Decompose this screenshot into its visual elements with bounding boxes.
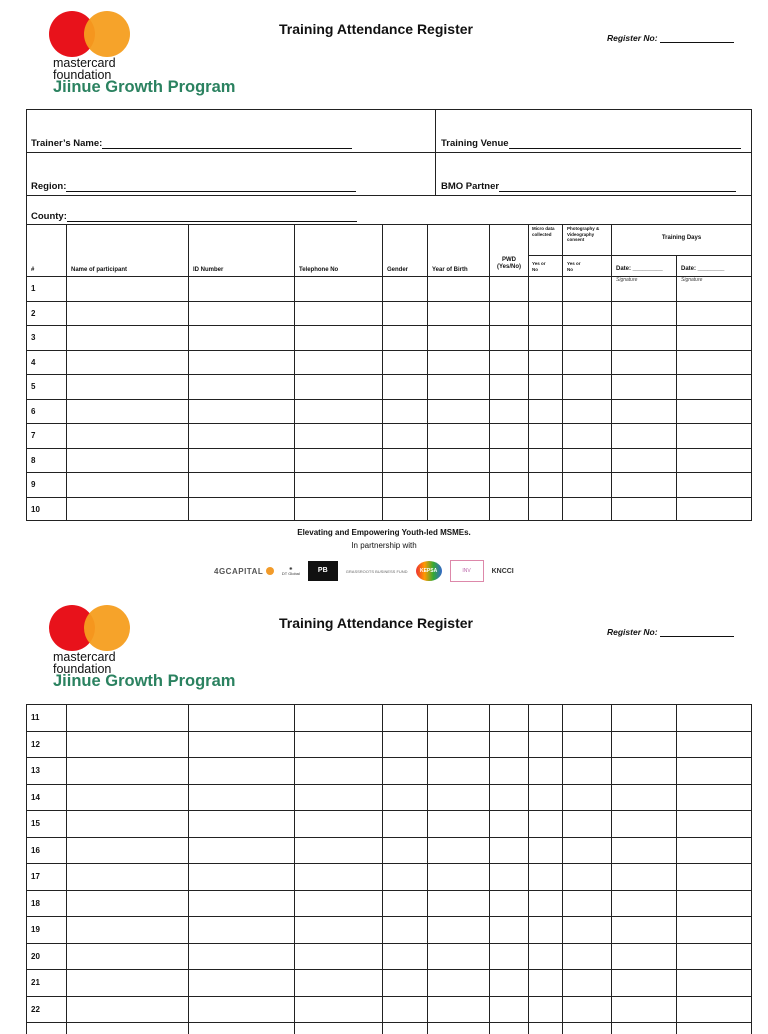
table-row[interactable]: [67, 863, 752, 889]
table-row[interactable]: [67, 943, 752, 969]
county-field[interactable]: [31, 211, 357, 222]
table-row[interactable]: [67, 276, 752, 300]
row-number: 11: [31, 713, 40, 722]
col-yob: Year of Birth: [432, 267, 468, 273]
brand-line2-p2: foundation: [53, 662, 112, 676]
row-number: 3: [31, 333, 36, 342]
table-row[interactable]: [67, 916, 752, 942]
footer-tagline: Elevating and Empowering Youth-led MSMEs.: [297, 528, 471, 537]
brand-line1-p2: mastercard: [53, 650, 116, 664]
register-no-line-p2[interactable]: [660, 627, 734, 637]
table-row[interactable]: [67, 731, 752, 757]
row-number: 4: [31, 357, 36, 367]
row-number: 20: [31, 951, 40, 961]
col-micro-sub: Yes or No: [532, 261, 546, 272]
row-number: 10: [31, 504, 40, 514]
row-number: 12: [31, 739, 40, 749]
program-title-p2: Jiinue Growth Program: [53, 672, 236, 690]
table-row[interactable]: [67, 890, 752, 916]
table-row[interactable]: [67, 996, 752, 1022]
col-training-days: Training Days: [661, 235, 702, 241]
footer-partnership: In partnership with: [351, 541, 417, 550]
row-number: 14: [31, 792, 40, 802]
col-photo-sub: Yes or No: [567, 261, 581, 272]
table-row[interactable]: [67, 810, 752, 836]
bmo-partner-label: BMO Partner: [441, 181, 500, 192]
register-no-label-p2: Register No:: [607, 627, 658, 637]
bmo-partner-field[interactable]: [441, 181, 736, 192]
register-no-p2: [607, 627, 734, 637]
row-number: 16: [31, 845, 40, 855]
partner-dtglobal: ✺ DT Global: [281, 566, 300, 576]
col-id: ID Number: [193, 267, 224, 273]
region-label: Region:: [31, 181, 67, 192]
logo-yellow-circle-p2: [84, 605, 130, 651]
row-divider: [26, 1022, 752, 1023]
trainer-name-label: Trainer’s Name:: [31, 138, 103, 149]
col-date1[interactable]: Date: _________: [616, 266, 663, 272]
table-row[interactable]: [67, 399, 752, 423]
table-row[interactable]: [67, 325, 752, 349]
training-venue-label: Training Venue: [441, 138, 509, 149]
row-number: 5: [31, 382, 36, 391]
register-no-line[interactable]: [660, 33, 734, 43]
col-phone: Telephone No: [299, 267, 339, 273]
program-title: Jiinue Growth Program: [53, 78, 236, 96]
signature-label-1: Signature: [616, 277, 638, 283]
register-no: [607, 33, 734, 43]
table-row[interactable]: [67, 704, 752, 730]
row-number: 21: [31, 978, 40, 987]
document-title: Training Attendance Register: [279, 21, 473, 37]
row-number: 8: [31, 455, 36, 465]
table-row[interactable]: [67, 784, 752, 810]
mastercard-logo: [49, 11, 144, 59]
table-row[interactable]: [67, 837, 752, 863]
col-photo: Photography & Videography consent: [567, 226, 600, 242]
table-row[interactable]: [67, 374, 752, 398]
document-title-p2: Training Attendance Register: [279, 615, 473, 631]
table-row[interactable]: [67, 472, 752, 496]
partner-kepsa: KEPSA: [416, 561, 442, 581]
col-name: Name of participant: [71, 267, 128, 273]
table-row[interactable]: [67, 757, 752, 783]
row-number: 13: [31, 766, 40, 775]
partner-logos: [214, 560, 514, 582]
brand-line1: mastercard: [53, 56, 116, 70]
row-number: 7: [31, 431, 36, 440]
col-num: #: [31, 267, 35, 273]
col-date2[interactable]: Date: ________: [681, 266, 725, 272]
table-row[interactable]: [67, 423, 752, 447]
table-row[interactable]: [67, 497, 752, 521]
row-number: 17: [31, 872, 40, 881]
region-field[interactable]: [31, 181, 356, 192]
county-label: County:: [31, 211, 67, 222]
4gcapital-dot-icon: [266, 567, 274, 575]
partner-kncci: KNCCI: [491, 567, 514, 575]
partner-inv: INV: [450, 560, 484, 582]
row-number: 18: [31, 898, 40, 908]
row-number: 1: [31, 284, 36, 293]
table-row[interactable]: [67, 969, 752, 995]
row-number: 19: [31, 925, 40, 934]
logo-yellow-circle: [84, 11, 130, 57]
partner-4gcapital: 4GCAPITAL: [214, 567, 274, 576]
trainer-name-field[interactable]: [31, 138, 352, 149]
partner-pb: PB: [308, 561, 338, 581]
row-number: 9: [31, 480, 36, 489]
row-number: 2: [31, 308, 36, 318]
training-venue-field[interactable]: [441, 138, 741, 149]
table-row[interactable]: [67, 350, 752, 374]
table-row[interactable]: [67, 301, 752, 325]
row-number: 6: [31, 406, 36, 416]
register-no-label: Register No:: [607, 33, 658, 43]
col-pwd: PWD (Yes/No): [496, 257, 521, 270]
row-number: 22: [31, 1004, 40, 1014]
partner-grassroots: GRASSROOTS BUSINESS FUND: [345, 568, 408, 574]
row-number: 15: [31, 819, 40, 828]
col-micro: Micro data collected: [532, 226, 555, 237]
table-row[interactable]: [67, 448, 752, 472]
signature-label-2: Signature: [681, 277, 703, 283]
brand-line2: foundation: [53, 68, 112, 82]
col-gender: Gender: [387, 267, 409, 273]
mastercard-logo-p2: [49, 605, 144, 653]
